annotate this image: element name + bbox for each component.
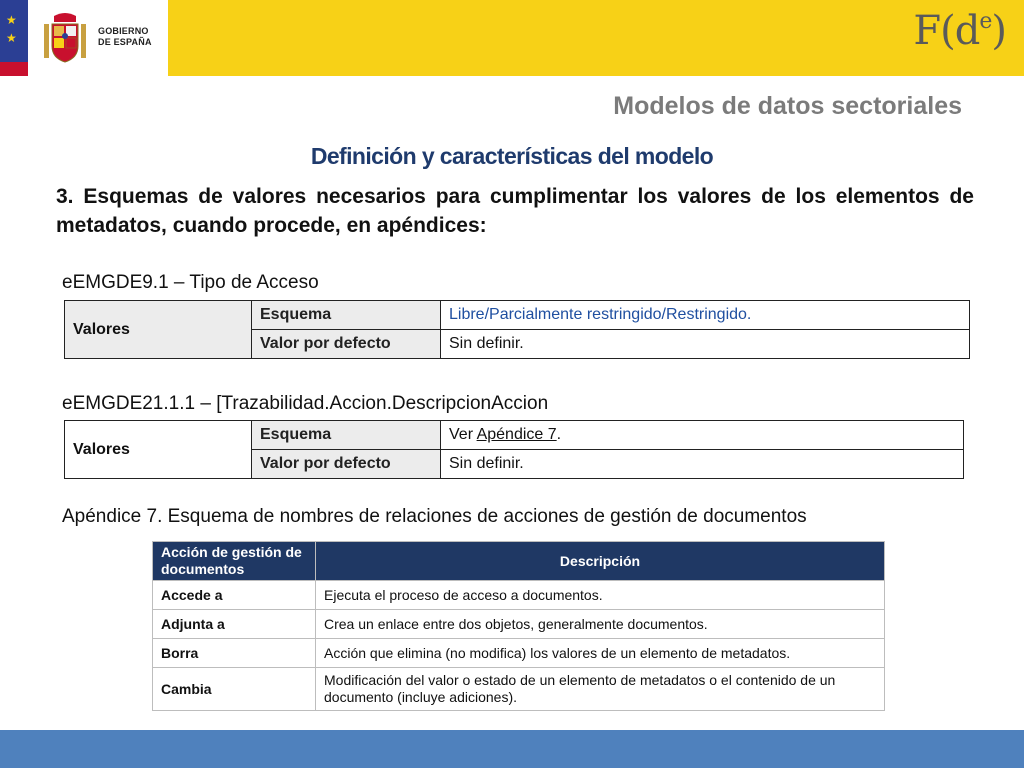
table-row — [153, 639, 885, 668]
description-cell: Modificación del valor o estado de un elemento de metadatos o el contenido de un documento (incluye adiciones). — [316, 668, 885, 711]
eu-flag-icon: ★ ★ — [0, 0, 28, 76]
appendix-table — [152, 541, 885, 711]
cell-label: Valor por defecto — [252, 330, 441, 359]
action-cell: Accede a — [153, 581, 316, 610]
table-row — [153, 610, 885, 639]
cell-value: Sin definir. — [441, 450, 964, 479]
table1 — [64, 300, 970, 359]
footer-band — [0, 730, 1024, 768]
fde-logo: $F(d^e)$ — [913, 8, 1006, 54]
description-cell: Crea un enlace entre dos objetos, generalmente documentos. — [316, 610, 885, 639]
slide-subtitle: Definición y características del modelo — [310, 143, 714, 169]
appendix-link[interactable]: Apéndice 7 — [476, 426, 557, 443]
table2-caption: eEMGDE21.1.1 – [Trazabilidad.Accion.DescripcionAccion — [62, 393, 549, 414]
gobierno-text: GOBIERNO DE ESPAÑA — [98, 26, 152, 47]
table-row — [153, 668, 885, 711]
table-row — [65, 421, 964, 450]
slide-title: Modelos de datos sectoriales — [613, 92, 962, 120]
cell-label: Valor por defecto — [252, 450, 441, 479]
point-text: 3. Esquemas de valores necesarios para cumplimentar los valores de los elementos de metadatos, cuando procede, en apéndices: — [56, 185, 974, 237]
appendix-caption: Apéndice 7. Esquema de nombres de relaciones de acciones de gestión de documentos — [62, 506, 807, 527]
coat-of-arms-icon — [42, 10, 88, 64]
row-label: Valores — [65, 301, 252, 359]
cell-label: Esquema — [252, 301, 441, 330]
cell-value: Libre/Parcialmente restringido/Restringido. — [441, 301, 970, 330]
header-band — [0, 0, 1024, 76]
table-row — [153, 581, 885, 610]
table1-caption: eEMGDE9.1 – Tipo de Acceso — [62, 272, 319, 293]
table-header-row — [153, 542, 885, 581]
column-header-description: Descripción — [316, 542, 885, 581]
table-row — [65, 301, 970, 330]
description-cell: Ejecuta el proceso de acceso a documentos. — [316, 581, 885, 610]
action-cell: Borra — [153, 639, 316, 668]
cell-value: Sin definir. — [441, 330, 970, 359]
action-cell: Cambia — [153, 668, 316, 711]
cell-value: Ver Apéndice 7. — [441, 421, 964, 450]
column-header-action: Acción de gestión de documentos — [153, 542, 316, 581]
gobierno-logo — [28, 0, 168, 76]
action-cell: Adjunta a — [153, 610, 316, 639]
cell-label: Esquema — [252, 421, 441, 450]
row-label: Valores — [65, 421, 252, 479]
description-cell: Acción que elimina (no modifica) los valores de un elemento de metadatos. — [316, 639, 885, 668]
table2 — [64, 420, 964, 479]
